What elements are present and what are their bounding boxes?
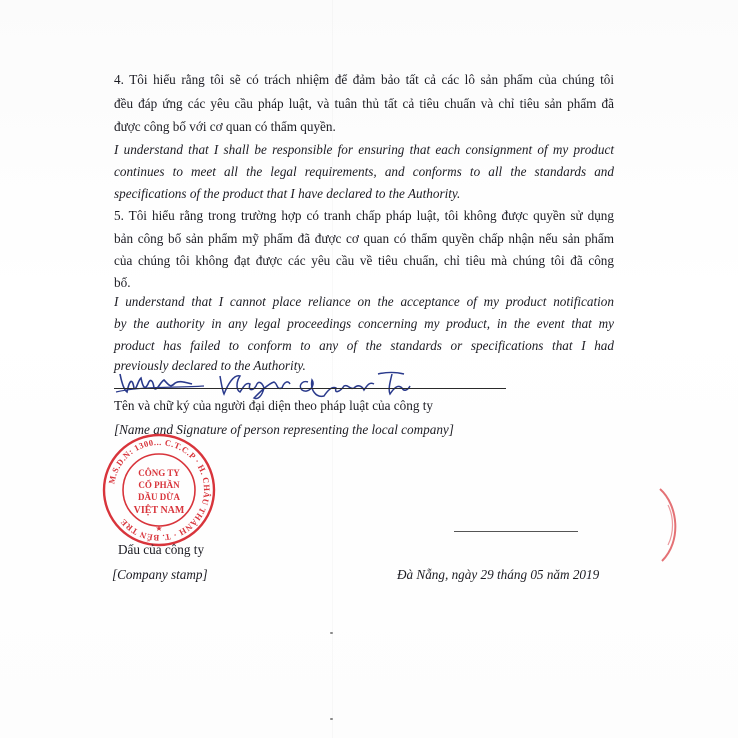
date-signature-line [454,531,578,532]
scan-speck [330,632,333,634]
para5-vi-line-1: 5. Tôi hiểu rằng trong trường hợp có tranh chấp pháp luật, tôi không được quyền sử dụng [114,208,614,223]
para4-vi-line-3: được công bố với cơ quan có thẩm quyền. [114,119,336,134]
star-icon: ★ [155,524,163,533]
para4-vi-line-2: đều đáp ứng các yêu cầu pháp luật, và tuân thủ tất cả tiêu chuẩn và chỉ tiêu sản phẩm đã [114,96,614,111]
para5-en-line-2: by the authority in any legal proceedings concerning my product, in the event that my [114,316,614,331]
place-date: Đà Nẵng, ngày 29 tháng 05 năm 2019 [397,567,600,582]
para5-vi-line-4: bố. [114,275,131,290]
para5-en-line-3: product has failed to conform to any of the standards or specifications that I had [114,338,614,353]
stamp-label-en: [Company stamp] [112,567,208,582]
stamp-line-2: CỔ PHẦN [138,480,180,490]
scan-speck [330,718,333,720]
para4-en-line-2: continues to meet all the legal requirements, and conforms to all the standards and [114,164,614,179]
signature-line [114,388,506,389]
signature-label-en: [Name and Signature of person representing the local company] [114,422,454,437]
para5-en-line-1: I understand that I cannot place reliance on the acceptance of my product notification [114,294,614,309]
para5-vi-line-2: bản công bố sản phẩm mỹ phẩm đã được cơ quan có thẩm quyền chấp nhận nếu sản phẩm [114,231,614,246]
stamp-ring-text: M.S.D.N: 1300... C.T.C.P · H. CHÂU THÀNH · T. BẾN TRE [106,436,213,544]
stamp-line-4: VIỆT NAM [133,505,185,516]
para4-en-line-1: I understand that I shall be responsible for ensuring that each consignment of my product [114,142,614,157]
para4-vi-line-1: 4. Tôi hiểu rằng tôi sẽ có trách nhiệm để đảm bảo tất cả các lô sản phẩm của chúng tôi [114,72,614,87]
para4-en-line-3: specifications of the product that I have declared to the Authority. [114,186,461,201]
signature-label-vi: Tên và chữ ký của người đại diện theo pháp luật của công ty [114,398,433,413]
stamp-line-3: DẦU DỪA [138,492,180,502]
edge-stamp-arc [650,485,690,565]
para5-vi-line-3: của chúng tôi không đạt được các yêu cầu về tiêu chuẩn, chỉ tiêu mà chúng tôi đã công [114,253,614,268]
company-stamp [100,431,218,549]
stamp-line-1: CÔNG TY [138,468,180,478]
para5-en-line-4: previously declared to the Authority. [114,358,306,373]
stamp-label-vi: Dấu của công ty [118,542,205,557]
